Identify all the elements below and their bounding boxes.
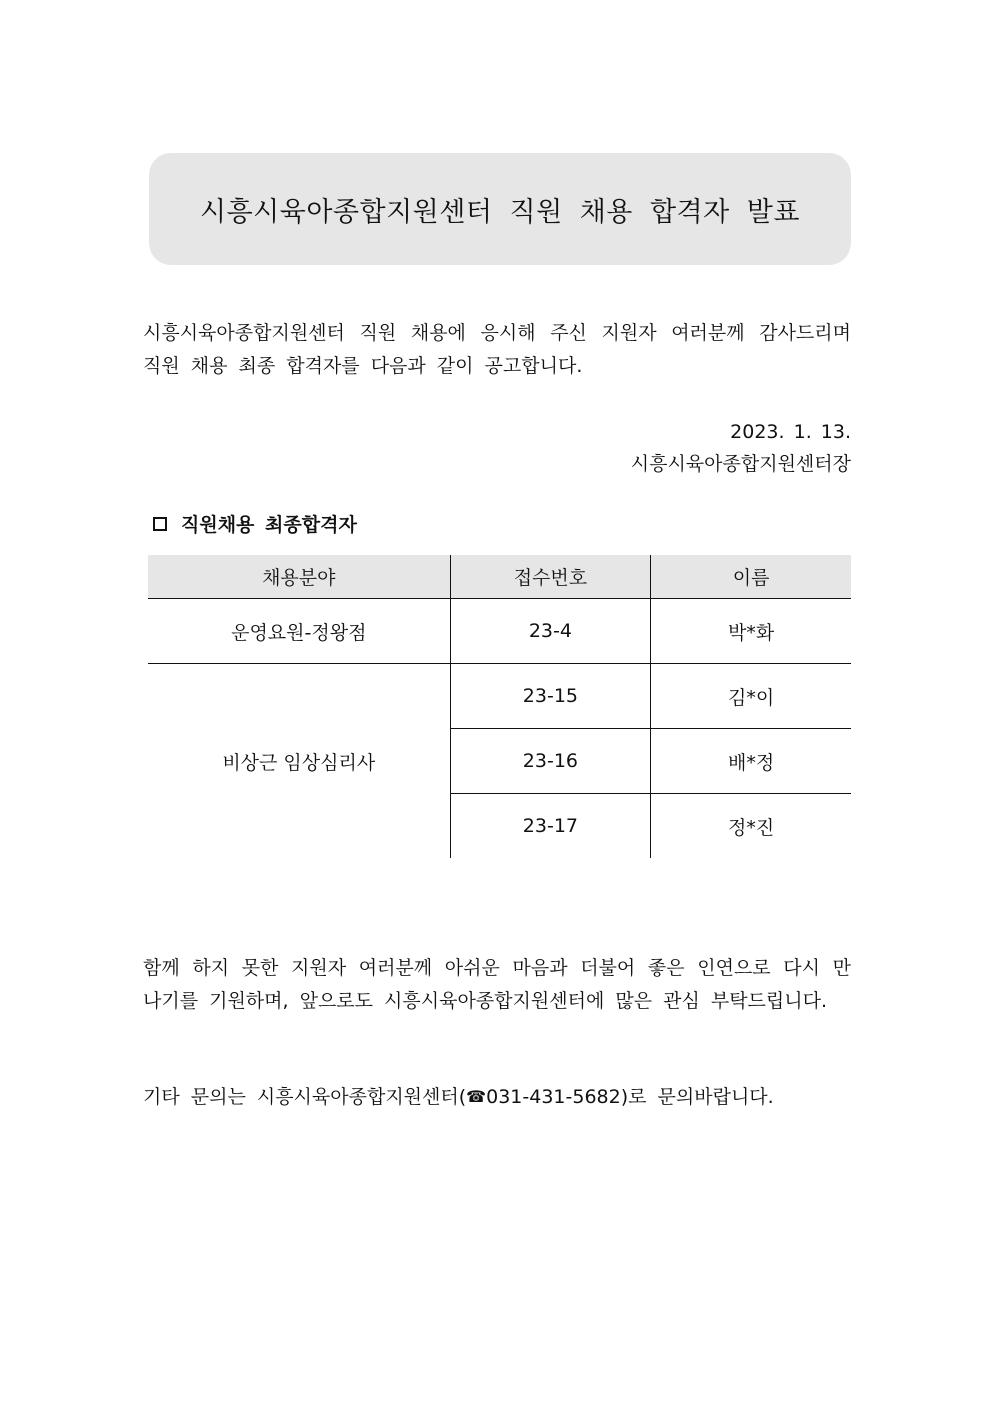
cell-number: 23-17	[450, 794, 651, 859]
signer: 시흥시육아종합지원센터장	[630, 453, 851, 475]
header-number: 접수번호	[450, 555, 651, 599]
cell-name: 정*진	[728, 816, 775, 839]
intro-paragraph: 시흥시육아종합지원센터 직원 채용에 응시해 주신 지원자 여러분께 감사드리며 직원 채용 최종 합격자를 다음과 같이 공고합니다.	[143, 322, 851, 377]
contact-paragraph	[143, 1080, 851, 1114]
title-banner	[149, 153, 851, 265]
checkbox-icon	[153, 517, 167, 531]
cell-number: 23-4	[450, 599, 651, 664]
section-heading	[153, 510, 357, 537]
contact-suffix: )로 문의바랍니다.	[620, 1086, 774, 1108]
cell-name: 박*화	[651, 599, 851, 664]
closing-paragraph: 함께 하지 못한 지원자 여러분께 아쉬운 마음과 더불어 좋은 인연으로 다시 만나기를 기원하며, 앞으로도 시흥시육아종합지원센터에 많은 관심 부탁드립니다.	[143, 957, 851, 1012]
cell-field: 비상근 임상심리사	[222, 751, 376, 774]
date-signature-block	[631, 416, 851, 480]
section-heading-label: 직원채용 최종합격자	[181, 514, 357, 536]
cell-name: 김*이	[651, 664, 851, 729]
cell-field: 운영요원-정왕점	[148, 599, 450, 664]
table-row	[148, 599, 851, 664]
header-name: 이름	[651, 555, 851, 599]
contact-prefix: 기타 문의는 시흥시육아종합지원센터(	[143, 1086, 467, 1108]
phone-icon: ☎	[466, 1087, 487, 1106]
cell-number: 23-16	[450, 729, 651, 794]
cell-number: 23-15	[450, 664, 651, 729]
cell-name: 배*정	[651, 729, 851, 794]
contact-phone: 031-431-5682	[486, 1086, 621, 1108]
table-row	[148, 664, 851, 729]
table-header-row	[148, 555, 851, 599]
header-field: 채용분야	[148, 555, 450, 599]
page-title: 시흥시육아종합지원센터 직원 채용 합격자 발표	[200, 196, 800, 228]
announcement-date: 2023. 1. 13.	[730, 421, 851, 443]
results-table	[148, 555, 851, 858]
